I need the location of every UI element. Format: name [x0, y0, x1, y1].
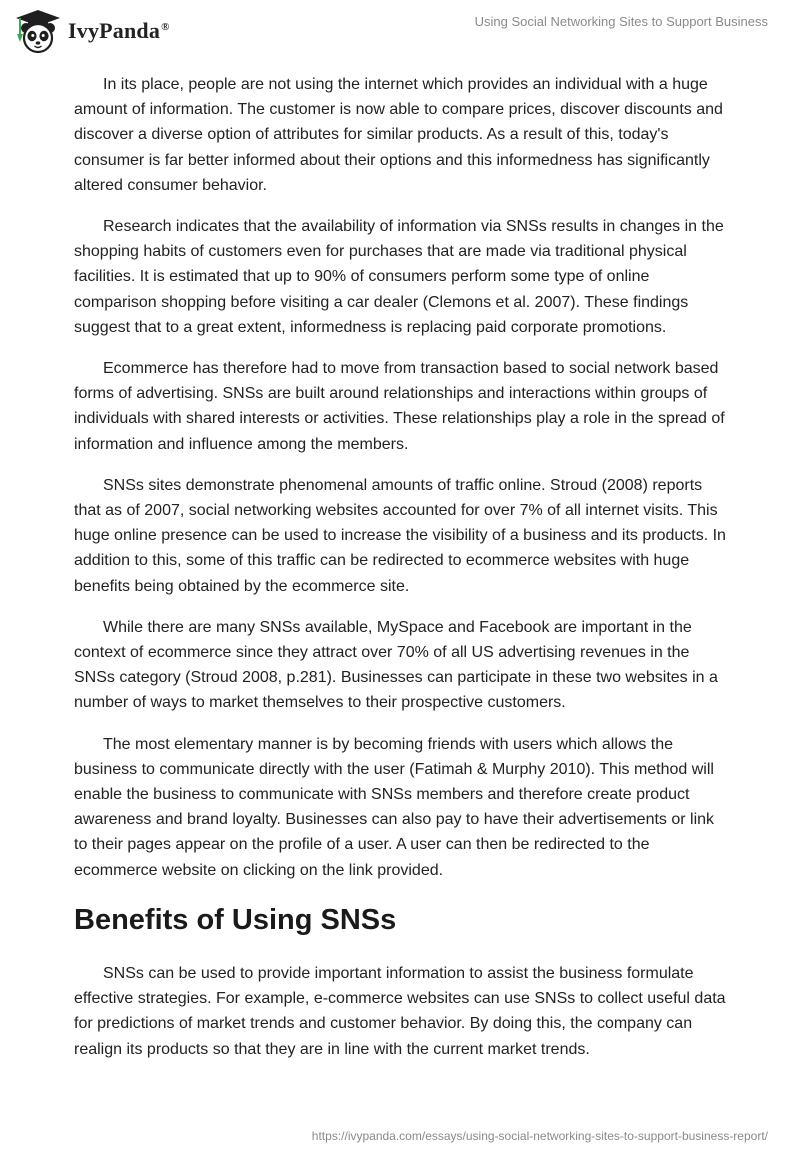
section-heading: Benefits of Using SNSs	[74, 903, 397, 936]
document-title: Using Social Networking Sites to Support Business	[474, 14, 768, 29]
paragraph: Ecommerce has therefore had to move from transaction based to social network based forms of advertising. SNSs are built around relationships and interactions within groups of individuals with shared interests or activities. These relationships play a role in the spread of information and influence among the members.	[74, 360, 725, 453]
paragraph: The most elementary manner is by becoming friends with users which allows the business to communicate directly with the user (Fatimah & Murphy 2010). This method will enable the business to communicate with SNSs members and therefore create product awareness and brand loyalty. Businesses can also pay to have their advertisements or link to their pages appear on the profile of a user. A user can then be redirected to the ecommerce website on clicking on the link provided.	[74, 735, 715, 879]
paragraph: SNSs sites demonstrate phenomenal amounts of traffic online. Stroud (2008) reports that as of 2007, social networking websites accounted for over 7% of all internet visits. This huge online presence can be used to increase the visibility of a business and its products. In addition to this, some of this traffic can be redirected to ecommerce websites with huge benefits being obtained by the ecommerce site.	[74, 476, 726, 595]
source-url[interactable]: https://ivypanda.com/essays/using-social-networking-sites-to-support-business-report/	[311, 1129, 768, 1143]
paragraph: Research indicates that the availability of information via SNSs results in changes in the shopping habits of customers even for purchases that are made via traditional physical facilities. It is estimated that up to 90% of consumers perform some type of online comparison shopping before visiting a car dealer (Clemons et al. 2007). These findings suggest that to a great extent, informedness is replacing paid corporate promotions.	[74, 218, 724, 336]
brand-name: IvyPanda®	[68, 18, 170, 43]
paragraph: SNSs can be used to provide important information to assist the business formulate effective strategies. For example, e-commerce websites can use SNSs to collect useful data for predictions of market trends and customer behavior. By doing this, the company can realign its products so that they are in line with the current market trends.	[74, 964, 726, 1058]
page-header	[0, 0, 800, 60]
article-body	[74, 72, 726, 1078]
paragraph: In its place, people are not using the internet which provides an individual with a huge amount of information. The customer is now able to compare prices, discover discounts and discover a diverse option of attributes for similar products. As a result of this, today's consumer is far better informed about their options and this informedness has significantly altered consumer behavior.	[74, 76, 723, 194]
panda-graduate-icon	[14, 8, 62, 54]
brand-logo[interactable]	[14, 6, 170, 56]
paragraph: While there are many SNSs available, MySpace and Facebook are important in the context of ecommerce since they attract over 70% of all US advertising revenues in the SNSs category (Stroud 2008, p.281). Businesses can participate in these two websites in a number of ways to market themselves to their prospective customers.	[74, 618, 718, 712]
